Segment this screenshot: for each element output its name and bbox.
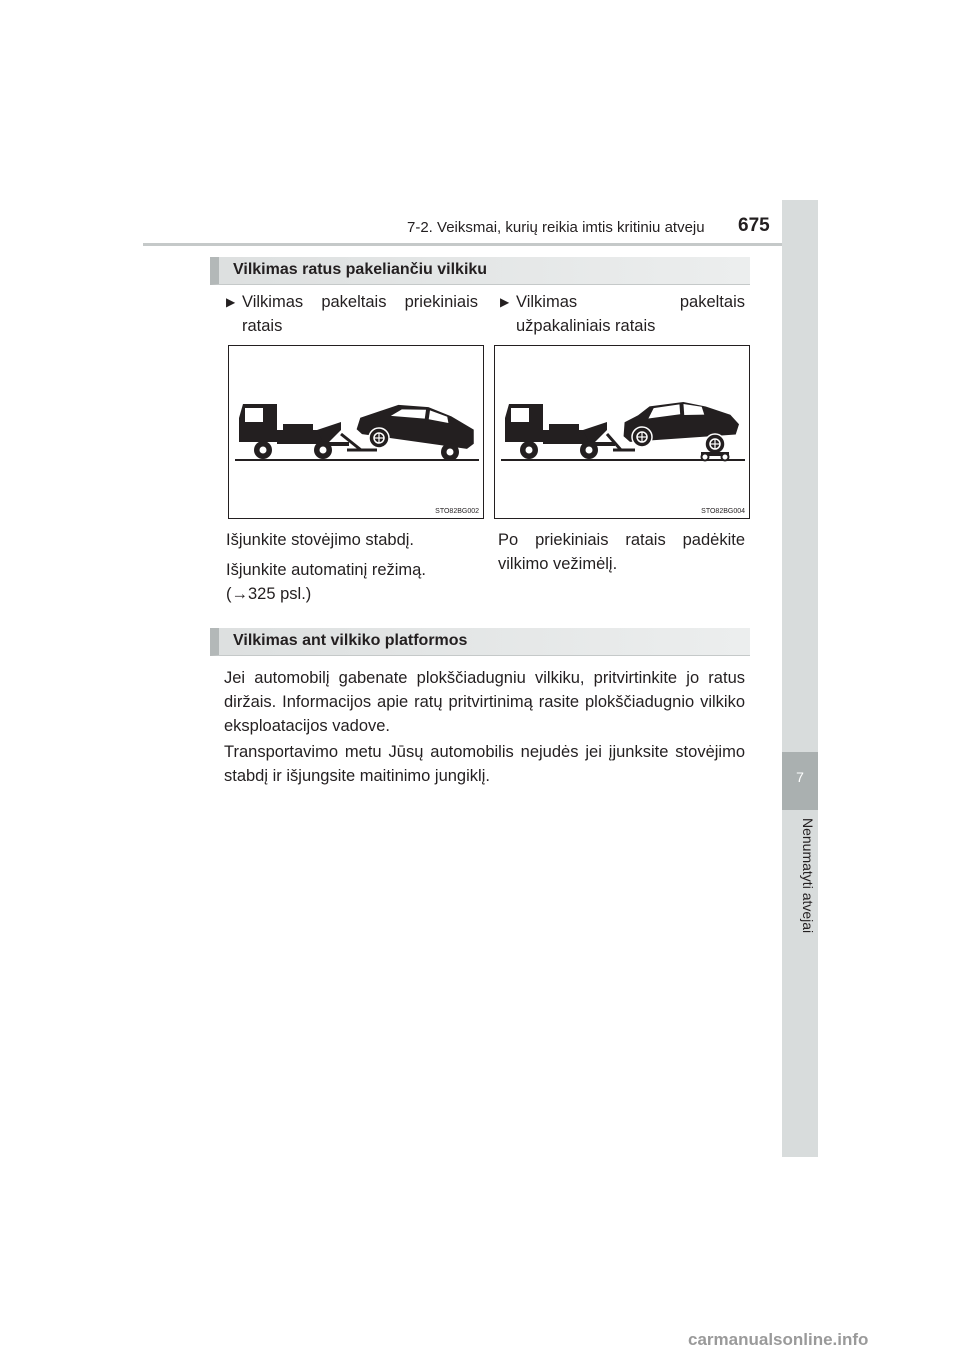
watermark: carmanualsonline.info — [688, 1330, 869, 1349]
section-title: Vilkimas ant vilkiko platformos — [233, 632, 468, 649]
caption-front-lifted — [226, 528, 476, 606]
figure-code: STO82BG004 — [701, 508, 745, 515]
triangle-right-icon: ▶ — [500, 295, 510, 309]
chapter-title: Nenumatyti atvejai — [800, 818, 816, 934]
bullet-text: Vilkimas pakeltais užpakaliniais ratais — [516, 293, 745, 335]
bullet-front-lifted — [226, 290, 478, 338]
chapter-number: 7 — [796, 769, 804, 785]
paragraph-flatbed-straps: Jei automobilį gabenate plokščiadugniu vilkiku, pritvirtinkite jo ratus diržais. Informacijos apie ratų pritvirtinimą rasite plokščiadugnio vilkiko eksploatacijos vadove. — [224, 669, 745, 735]
running-head: 7-2. Veiksmai, kurių reikia imtis kritiniu atveju — [407, 219, 705, 236]
caption-line: (→325 psl.) — [226, 585, 312, 603]
figure-front-lifted — [228, 345, 484, 519]
figure-code: STO82BG002 — [435, 508, 479, 515]
tow-truck-rear-lift-dolly-illustration — [495, 346, 749, 518]
caption-line: Išjunkite stovėjimo stabdį. — [226, 531, 415, 549]
header-rule — [143, 243, 818, 246]
caption-line: Išjunkite automatinį režimą. — [226, 561, 426, 579]
paragraph-parking-brake: Transportavimo metu Jūsų automobilis nejudės jei įjunksite stovėjimo stabdį ir išjungsite maitinimo jungiklį. — [224, 743, 745, 785]
section-title: Vilkimas ratus pakeliančiu vilkiku — [233, 261, 488, 278]
tow-truck-front-lift-illustration — [229, 346, 483, 518]
triangle-right-icon: ▶ — [226, 295, 236, 309]
bullet-text: Vilkimas pakeltais priekiniais ratais — [242, 293, 478, 335]
figure-rear-lifted — [494, 345, 750, 519]
section-heading-flatbed — [210, 628, 750, 656]
section-heading-lift-towing — [210, 257, 750, 285]
caption-rear-lifted: Po priekiniais ratais padėkite vilkimo vežimėlį. — [498, 531, 745, 573]
page-number: 675 — [738, 215, 770, 236]
side-tab — [782, 200, 818, 1157]
bullet-rear-lifted — [500, 290, 745, 338]
